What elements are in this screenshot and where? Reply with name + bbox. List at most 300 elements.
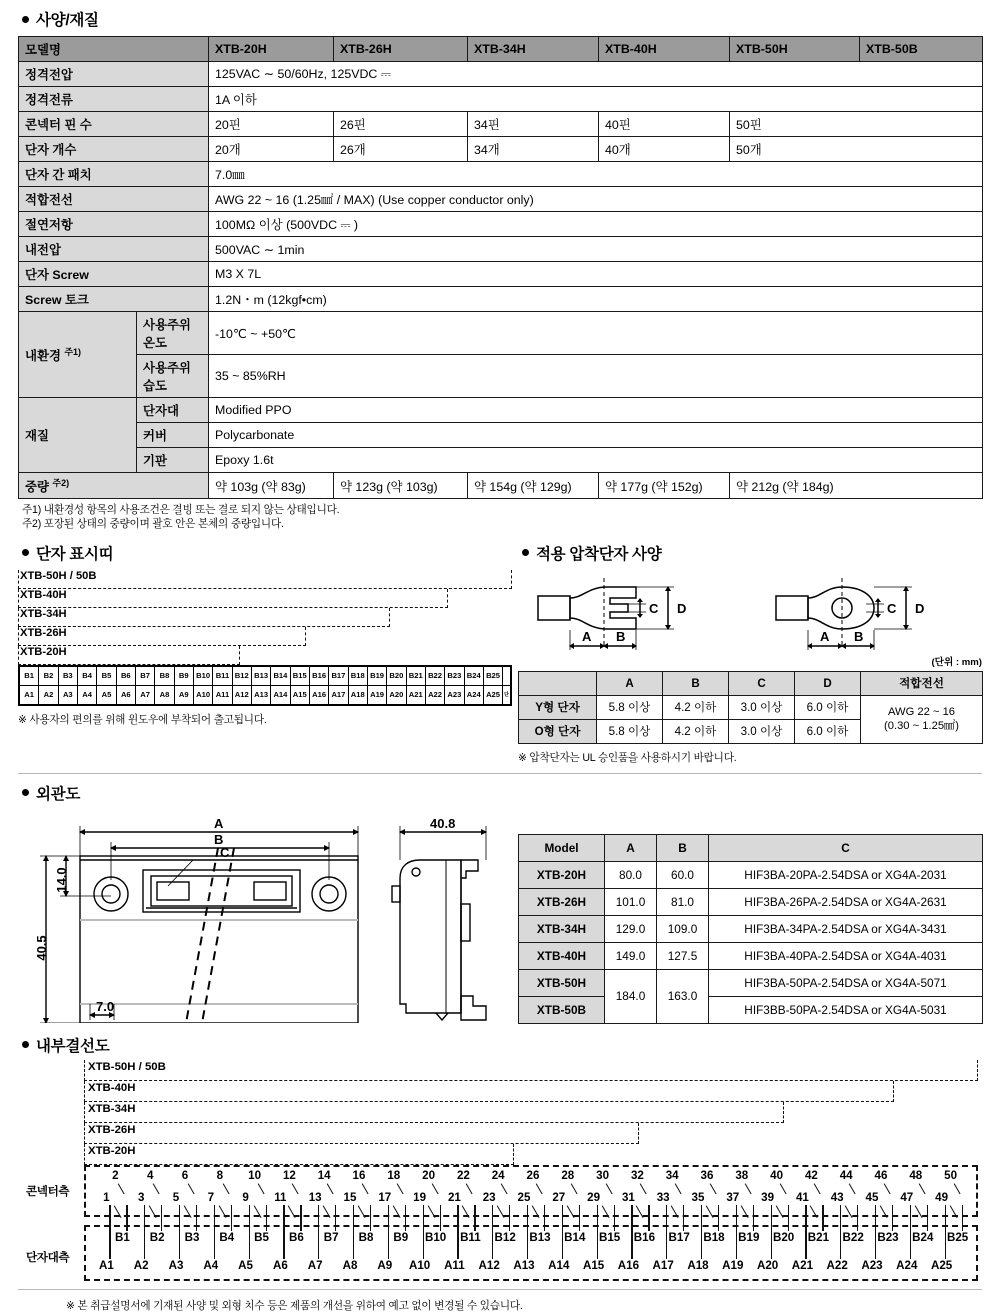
strip-cell-b: B16 <box>309 666 328 685</box>
dim-col-a: A <box>605 834 657 861</box>
dim-a-label-o: A <box>820 628 830 644</box>
spec-group-material: 재질 <box>19 398 137 473</box>
wiring-link-b <box>962 1205 963 1231</box>
spec-label-weight: 중량 $^{주2)}$ <box>19 473 209 499</box>
wiring-link-b <box>683 1205 684 1231</box>
strip-cell-b: B15 <box>290 666 309 685</box>
wiring-link-a <box>875 1205 876 1259</box>
spec-value-weight: 약 103g (약 83g) <box>209 473 334 499</box>
table-row <box>519 861 983 888</box>
strip-cell-a: A21 <box>406 685 425 704</box>
section-title-outline: 외관도 <box>36 785 81 803</box>
wiring-link-b <box>405 1205 406 1231</box>
dim-model: XTB-50H <box>519 969 605 996</box>
spec-value: M3 X 7L <box>209 262 983 287</box>
crimp-wire-spec <box>861 695 983 743</box>
wiring-link-b <box>161 1205 162 1231</box>
crimp-terminal-block <box>518 542 982 765</box>
wiring-bracket-model: XTB-50H / 50B <box>88 1061 171 1073</box>
dim-a: 80.0 <box>605 861 657 888</box>
wiring-pin-a: A11 <box>444 1258 465 1272</box>
spec-value-weight: 약 212g (약 184g) <box>730 473 983 499</box>
wiring-pin-odd: 37 <box>726 1190 740 1204</box>
wiring-pin-even: 32 <box>630 1168 644 1182</box>
spec-sublabel: 사용주위온도 <box>137 312 209 355</box>
strip-cell-b: B25 <box>483 666 502 685</box>
label-strip-note: ※ 사용자의 편의를 위해 윈도우에 부착되어 출고됩니다. <box>18 713 267 726</box>
wiring-pin-a: A12 <box>478 1258 500 1272</box>
strip-cell-a: A25 <box>483 685 502 704</box>
wiring-pin-b: B9 <box>393 1230 409 1244</box>
strip-edge <box>503 666 511 685</box>
section-heading-crimp <box>522 542 982 564</box>
spec-group-env: 내환경 $^{주1)}$ <box>19 312 137 398</box>
strip-cell-a: A6 <box>116 685 135 704</box>
wiring-pin-odd: 41 <box>795 1190 809 1204</box>
strip-cell-b: B13 <box>251 666 270 685</box>
table-row <box>519 996 983 1023</box>
dim-a: 101.0 <box>605 888 657 915</box>
dim-a: 149.0 <box>605 942 657 969</box>
label-bracket-model: XTB-50H / 50B <box>20 570 100 582</box>
wiring-pin-a: A24 <box>896 1258 918 1272</box>
wiring-link-b <box>196 1205 197 1231</box>
wiring-link-b <box>857 1205 858 1231</box>
strip-cell-a: A19 <box>367 685 386 704</box>
strip-cell-b: B3 <box>58 666 77 685</box>
wiring-pin-a: A1 <box>98 1258 114 1272</box>
wiring-pin-odd: 9 <box>242 1190 249 1204</box>
spec-sublabel: 기판 <box>137 448 209 473</box>
strip-cell-a: A1 <box>20 685 39 704</box>
wiring-pin-b: B16 <box>633 1230 656 1244</box>
wiring-pin-a: A20 <box>756 1258 779 1272</box>
wiring-pin-odd: 1 <box>103 1190 110 1204</box>
section-heading-wiring <box>22 1034 982 1056</box>
wiring-pin-even: 40 <box>770 1168 784 1182</box>
spec-table-body <box>19 62 983 499</box>
spec-label: 절연저항 <box>19 212 209 237</box>
dim-a: 129.0 <box>605 915 657 942</box>
strip-cell-a: A17 <box>329 685 348 704</box>
dim-col-c: C <box>709 834 983 861</box>
crimp-row-y-type: Y형 단자 <box>519 695 597 719</box>
dim-label-depth: 40.8 <box>430 815 456 831</box>
wiring-pin-b: B15 <box>598 1230 621 1244</box>
dimension-table-body <box>519 861 983 1023</box>
crimp-row-o-type: O형 단자 <box>519 719 597 743</box>
col-xtb-26h: XTB-26H <box>334 37 468 62</box>
spec-label: Screw 토크 <box>19 287 209 312</box>
footer-divider <box>18 1289 982 1290</box>
strip-cell-a: A7 <box>135 685 154 704</box>
strip-cell-b: B17 <box>329 666 348 685</box>
wiring-pin-odd: 31 <box>621 1190 635 1204</box>
dim-b: 163.0 <box>657 969 709 1023</box>
table-row <box>519 915 983 942</box>
strip-cell-a: A16 <box>309 685 328 704</box>
section-title-spec: 사양/재질 <box>36 12 99 29</box>
crimp-col-a: A <box>597 671 663 695</box>
wiring-pin-b: B20 <box>772 1230 795 1244</box>
wiring-link-a <box>144 1205 145 1259</box>
section-title-wiring: 내부결선도 <box>36 1037 110 1055</box>
strip-cell-a: A13 <box>251 685 270 704</box>
dim-c: HIF3BA-40PA-2.54DSA or XG4A-4031 <box>709 942 983 969</box>
strip-cell-b: B5 <box>97 666 116 685</box>
wiring-pin-b: B22 <box>842 1230 864 1244</box>
label-bracket-row <box>18 589 512 608</box>
wiring-pin-b: B13 <box>529 1230 551 1244</box>
wiring-pin-a: A19 <box>722 1258 744 1272</box>
spec-value: 50개 <box>730 137 983 162</box>
wiring-pin-b: B5 <box>254 1230 269 1244</box>
dim-c-label-y: C <box>649 600 659 616</box>
wiring-pin-even: 20 <box>422 1168 436 1182</box>
dim-model: XTB-34H <box>519 915 605 942</box>
section-divider <box>18 773 982 774</box>
spec-value: AWG 22 ~ 16 (1.25㎟ / MAX) (Use copper conductor only) <box>209 187 983 212</box>
label-strip-brackets <box>18 570 512 665</box>
spec-value: 40개 <box>599 137 730 162</box>
internal-wiring-diagram <box>18 1060 982 1283</box>
strip-cell-a: A8 <box>155 685 174 704</box>
strip-cell-b: B18 <box>348 666 367 685</box>
strip-cell-a: A24 <box>464 685 483 704</box>
dimension-table <box>518 834 983 1024</box>
dim-label-top: 14.0 <box>54 867 69 893</box>
wiring-pin-odd: 5 <box>172 1190 180 1204</box>
crimp-o-d: 6.0 이하 <box>795 719 861 743</box>
crimp-note: ※ 압착단자는 UL 승인품을 사용하시기 바랍니다. <box>518 751 737 764</box>
table-row <box>519 942 983 969</box>
table-row <box>19 162 983 187</box>
wiring-pin-odd: 49 <box>935 1190 949 1204</box>
wiring-bracket-model: XTB-34H <box>88 1103 140 1115</box>
strip-cell-b: B7 <box>135 666 154 685</box>
terminal-label-block <box>18 542 518 765</box>
strip-cell-a: A20 <box>387 685 406 704</box>
strip-cell-a: A23 <box>445 685 464 704</box>
col-xtb-34h: XTB-34H <box>468 37 599 62</box>
wiring-link-b <box>509 1205 510 1231</box>
spec-value-weight: 약 154g (약 129g) <box>468 473 599 499</box>
wiring-pin-b: B25 <box>946 1230 969 1244</box>
outline-drawing <box>18 808 518 1023</box>
spec-value: 1.2N・m (12kgf•cm) <box>209 287 983 312</box>
wiring-model-brackets <box>18 1060 982 1165</box>
spec-label: 단자 Screw <box>19 262 209 287</box>
strip-cell-b: B4 <box>77 666 96 685</box>
wiring-pin-even: 2 <box>112 1168 119 1182</box>
wiring-pin-odd: 27 <box>552 1190 566 1204</box>
wiring-pin-a: A16 <box>617 1258 640 1272</box>
strip-cell-a: A2 <box>39 685 58 704</box>
crimp-unit-label: (단위 : mm) <box>931 656 982 668</box>
wiring-pin-a: A6 <box>272 1258 288 1272</box>
wiring-pin-even: 18 <box>387 1168 401 1182</box>
crimp-wire-mm: (0.30 ~ 1.25㎟) <box>884 720 959 733</box>
table-row <box>20 666 511 685</box>
label-bracket-row <box>18 627 512 646</box>
table-row <box>19 312 983 355</box>
wiring-pin-even: 46 <box>874 1168 888 1182</box>
wiring-pin-b: B8 <box>358 1230 374 1244</box>
wiring-pin-even: 38 <box>735 1168 749 1182</box>
wiring-pin-b: B23 <box>877 1230 899 1244</box>
label-bracket-model: XTB-20H <box>20 646 71 658</box>
section-heading-label-strip <box>22 542 518 564</box>
spec-label: 정격전압 <box>19 62 209 87</box>
wiring-link-b <box>788 1205 789 1231</box>
wiring-pin-even: 48 <box>909 1168 923 1182</box>
table-row <box>19 287 983 312</box>
dim-label-b: B <box>214 831 224 847</box>
crimp-o-a: 5.8 이상 <box>597 719 663 743</box>
wiring-link-a <box>423 1205 424 1259</box>
wiring-pin-b: B3 <box>184 1230 200 1244</box>
spec-sublabel: 단자대 <box>137 398 209 423</box>
dim-col-model: Model <box>519 834 605 861</box>
table-row <box>519 888 983 915</box>
strip-cell-b: B19 <box>367 666 386 685</box>
wiring-link-b <box>718 1205 719 1231</box>
wiring-link-a <box>249 1205 250 1259</box>
wiring-link-b <box>231 1205 232 1231</box>
wiring-pin-even: 6 <box>181 1168 189 1182</box>
table-row <box>19 212 983 237</box>
strip-cell-a: A12 <box>232 685 251 704</box>
wiring-pin-even: 14 <box>317 1168 331 1182</box>
dim-c: HIF3BA-50PA-2.54DSA or XG4A-5071 <box>709 969 983 996</box>
wiring-pin-odd: 19 <box>413 1190 427 1204</box>
wiring-pin-even: 44 <box>839 1168 853 1182</box>
spec-sublabel: 사용주위습도 <box>137 355 209 398</box>
wiring-link-b <box>648 1205 649 1231</box>
spec-label: 정격전류 <box>19 87 209 112</box>
label-bracket-model: XTB-26H <box>20 627 71 639</box>
wiring-bracket-model: XTB-26H <box>88 1124 140 1136</box>
col-xtb-20h: XTB-20H <box>209 37 334 62</box>
crimp-y-a: 5.8 이상 <box>597 695 663 719</box>
wiring-pin-a: A15 <box>582 1258 605 1272</box>
wiring-link-a <box>109 1205 110 1259</box>
wiring-pin-a: A23 <box>861 1258 883 1272</box>
table-row <box>20 685 511 704</box>
table-row <box>19 473 983 499</box>
strip-cell-b: B9 <box>174 666 193 685</box>
strip-cell-b: B21 <box>406 666 425 685</box>
crimp-col-wire: 적합전선 <box>861 671 983 695</box>
wiring-link-b <box>753 1205 754 1231</box>
wiring-link-b <box>544 1205 545 1231</box>
spec-value-weight: 약 177g (약 152g) <box>599 473 730 499</box>
spec-sublabel: 커버 <box>137 423 209 448</box>
crimp-y-b: 4.2 이하 <box>663 695 729 719</box>
wiring-pin-b: B1 <box>114 1230 130 1244</box>
wiring-pin-even: 24 <box>491 1168 505 1182</box>
dim-c: HIF3BA-20PA-2.54DSA or XG4A-2031 <box>709 861 983 888</box>
wiring-pin-a: A25 <box>930 1258 953 1272</box>
dim-d-label-y: D <box>677 600 687 616</box>
wiring-pin-a: A5 <box>238 1258 253 1272</box>
bullet-icon <box>22 549 29 556</box>
wiring-pin-b: B6 <box>288 1230 304 1244</box>
strip-cell-b: B8 <box>155 666 174 685</box>
spec-value: 34핀 <box>468 112 599 137</box>
wiring-pin-odd: 47 <box>900 1190 914 1204</box>
wiring-pin-a: A21 <box>791 1258 814 1272</box>
col-xtb-40h: XTB-40H <box>599 37 730 62</box>
dim-a: 184.0 <box>605 969 657 1023</box>
wiring-pin-odd: 3 <box>137 1190 145 1204</box>
wiring-pin-odd: 39 <box>761 1190 775 1204</box>
wiring-pin-odd: 23 <box>482 1190 496 1204</box>
wiring-link-a <box>631 1205 632 1259</box>
wiring-link-a <box>179 1205 180 1259</box>
wiring-pin-even: 8 <box>216 1168 224 1182</box>
table-row <box>19 187 983 212</box>
wiring-link-a <box>666 1205 667 1259</box>
wiring-link-a <box>701 1205 702 1259</box>
wiring-pin-a: A13 <box>513 1258 535 1272</box>
spec-value: 34개 <box>468 137 599 162</box>
wiring-link-a <box>771 1205 772 1259</box>
wiring-pin-a: A14 <box>548 1258 570 1272</box>
wiring-pin-a: A3 <box>168 1258 184 1272</box>
spec-value: -10℃ ~ +50℃ <box>209 312 983 355</box>
wiring-pin-b: B2 <box>149 1230 165 1244</box>
wiring-link-a <box>562 1205 563 1259</box>
section-heading-outline <box>22 782 982 804</box>
table-row <box>519 671 983 695</box>
dim-model: XTB-20H <box>519 861 605 888</box>
crimp-col-b: B <box>663 671 729 695</box>
wiring-pin-a: A9 <box>377 1258 393 1272</box>
dim-label-pitch: 7.0 <box>96 998 115 1014</box>
dim-c: HIF3BB-50PA-2.54DSA or XG4A-5031 <box>709 996 983 1023</box>
strip-cell-a: A11 <box>213 685 232 704</box>
strip-cell-b: B14 <box>271 666 290 685</box>
table-row <box>19 262 983 287</box>
wiring-link-a <box>492 1205 493 1259</box>
wiring-link-a <box>283 1205 284 1259</box>
wiring-pin-odd: 33 <box>656 1190 670 1204</box>
dim-b: 109.0 <box>657 915 709 942</box>
dim-c: HIF3BA-26PA-2.54DSA or XG4A-2631 <box>709 888 983 915</box>
wiring-pin-a: A4 <box>203 1258 219 1272</box>
wiring-link-b <box>892 1205 893 1231</box>
wiring-link-b <box>614 1205 615 1231</box>
dim-b: 127.5 <box>657 942 709 969</box>
wiring-pin-odd: 29 <box>587 1190 601 1204</box>
dim-model: XTB-50B <box>519 996 605 1023</box>
table-row <box>519 834 983 861</box>
spec-value: 20개 <box>209 137 334 162</box>
dim-model: XTB-26H <box>519 888 605 915</box>
strip-cell-b: B22 <box>425 666 444 685</box>
wiring-pin-b: B11 <box>460 1230 481 1244</box>
wiring-pin-even: 12 <box>282 1168 296 1182</box>
wiring-bracket-row <box>18 1102 982 1123</box>
wiring-link-a <box>388 1205 389 1259</box>
table-row <box>19 237 983 262</box>
spec-value: 50핀 <box>730 112 983 137</box>
bullet-icon <box>22 16 29 23</box>
wiring-pin-even: 4 <box>146 1168 154 1182</box>
strip-edge: 단 <box>503 685 511 704</box>
wiring-pin-even: 34 <box>665 1168 679 1182</box>
wiring-pin-even: 30 <box>596 1168 610 1182</box>
wiring-bracket-model: XTB-40H <box>88 1082 140 1094</box>
dim-col-b: B <box>657 834 709 861</box>
dim-label-height: 40.5 <box>34 935 49 961</box>
wiring-link-b <box>126 1205 127 1231</box>
table-row <box>19 448 983 473</box>
strip-cell-b: B23 <box>445 666 464 685</box>
wiring-pin-a: A10 <box>408 1258 431 1272</box>
wiring-pin-odd: 45 <box>865 1190 879 1204</box>
strip-cell-a: A15 <box>290 685 309 704</box>
footnote-1: 주1) 내환경성 항목의 사용조건은 결빙 또는 결로 되지 않는 상태입니다. <box>22 504 340 517</box>
section-title-label-strip: 단자 표시띠 <box>36 545 114 563</box>
dim-b: 60.0 <box>657 861 709 888</box>
wiring-pin-a: A2 <box>133 1258 149 1272</box>
strip-cell-b: B12 <box>232 666 251 685</box>
dim-b-label-y: B <box>616 628 626 644</box>
spec-value: 35 ~ 85%RH <box>209 355 983 398</box>
dim-label-a: A <box>214 815 224 831</box>
table-row <box>19 398 983 423</box>
spec-value: 100MΩ 이상 (500VDC ⎓ ) <box>209 212 983 237</box>
wiring-pin-even: 26 <box>526 1168 540 1182</box>
spec-label: 단자 간 패치 <box>19 162 209 187</box>
wiring-bracket-row <box>18 1081 982 1102</box>
spec-value: 26핀 <box>334 112 468 137</box>
spec-value: Polycarbonate <box>209 423 983 448</box>
wiring-pin-b: B17 <box>668 1230 690 1244</box>
wiring-pin-b: B24 <box>912 1230 934 1244</box>
wiring-bracket-model: XTB-20H <box>88 1145 140 1157</box>
wiring-link-b <box>266 1205 267 1231</box>
wiring-pin-even: 10 <box>248 1168 262 1182</box>
strip-cell-b: B1 <box>20 666 39 685</box>
dim-c: HIF3BA-34PA-2.54DSA or XG4A-3431 <box>709 915 983 942</box>
strip-cell-b: B2 <box>39 666 58 685</box>
strip-cell-a: A14 <box>271 685 290 704</box>
wiring-link-a <box>840 1205 841 1259</box>
table-row <box>19 62 983 87</box>
wiring-pin-odd: 21 <box>447 1190 461 1204</box>
dim-b-label-o: B <box>854 628 864 644</box>
crimp-specification-table <box>518 671 983 744</box>
strip-cell-b: B6 <box>116 666 135 685</box>
strip-cell-b: B11 <box>213 666 232 685</box>
footnote-2: 주2) 포장된 상태의 중량이며 괄호 안은 본체의 중량입니다. <box>22 518 284 531</box>
crimp-o-b: 4.2 이하 <box>663 719 729 743</box>
spec-value: 20핀 <box>209 112 334 137</box>
datasheet-page <box>0 8 1000 1312</box>
wiring-link-a <box>214 1205 215 1259</box>
strip-cell-a: A22 <box>425 685 444 704</box>
strip-cell-b: B20 <box>387 666 406 685</box>
wiring-link-a <box>457 1205 458 1259</box>
wiring-pin-even: 28 <box>561 1168 575 1182</box>
table-row <box>19 355 983 398</box>
wiring-pin-b: B10 <box>424 1230 447 1244</box>
spec-value: 1A 이하 <box>209 87 983 112</box>
spec-label: 콘넥터 핀 수 <box>19 112 209 137</box>
